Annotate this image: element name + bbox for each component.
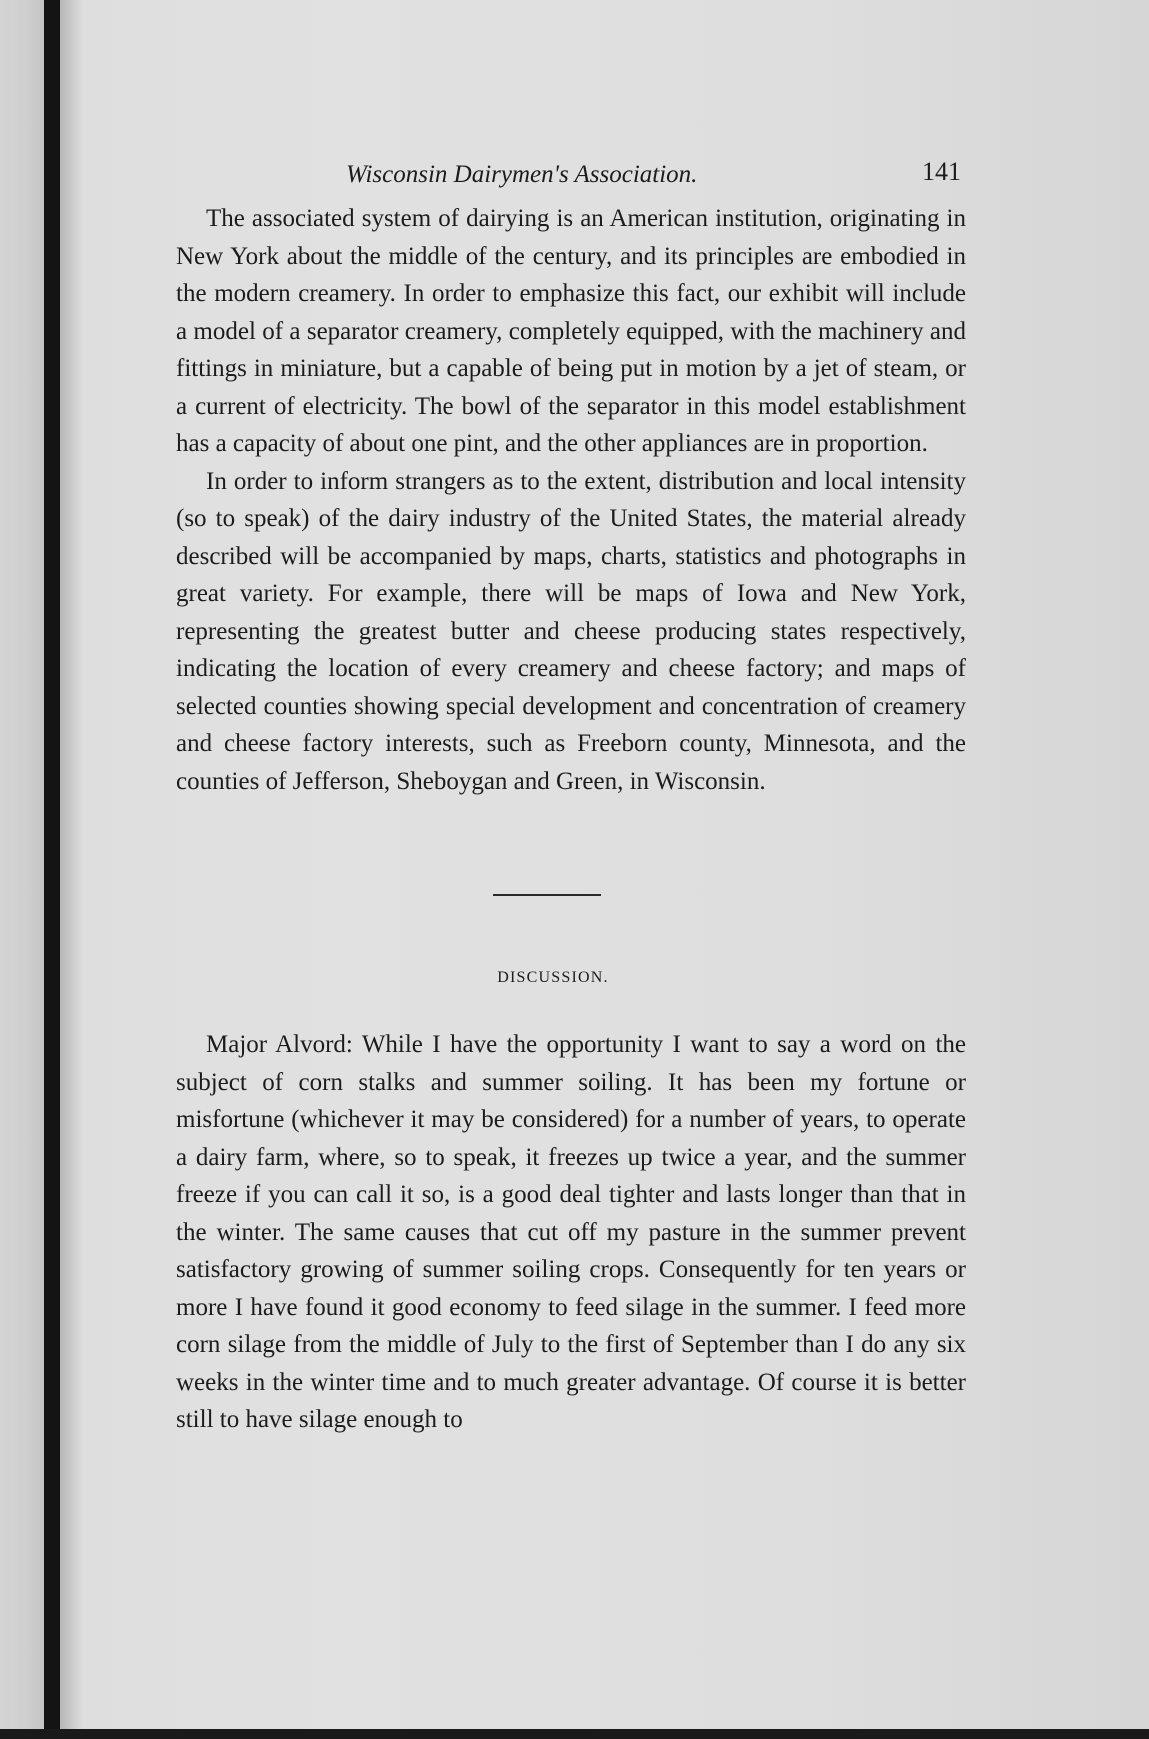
facing-page-edge bbox=[0, 0, 44, 1739]
book-gutter bbox=[44, 0, 60, 1739]
page-number: 141 bbox=[922, 157, 961, 186]
bottom-scan-edge bbox=[0, 1729, 1149, 1739]
discussion-heading: DISCUSSION. bbox=[497, 969, 609, 986]
running-title: Wisconsin Dairymen's Association. bbox=[346, 161, 698, 188]
gutter-shadow bbox=[60, 0, 84, 1739]
body-text bbox=[176, 200, 966, 800]
paragraph-maps-charts: In order to inform strangers as to the extent, distribution and local intensity (so to speak) of the dairy industry of the United States, the material already described will be accompanied by maps, charts, statistics and photographs in great variety. For example, there will be maps of Iowa and New York, representing the greatest butter and cheese producing states respectively, indicating the location of every creamery and cheese factory; and maps of selected counties showing special development and concentration of creamery and cheese factory interests, such as Freeborn county, Minnesota, and the counties of Jefferson, Sheboygan and Green, in Wisconsin. bbox=[176, 467, 966, 795]
paragraph-major-alvord: Major Alvord: While I have the opportunity I want to say a word on the subject of corn stalks and summer soiling. It has been my fortune or misfortune (whichever it may be considered) for a number of years, to operate a dairy farm, where, so to speak, it freezes up twice a year, and the summer freeze if you can call it so, is a good deal tighter and lasts longer than that in the winter. The same causes that cut off my pasture in the summer prevent satisfactory growing of summer soiling crops. Consequently for ten years or more I have found it good economy to feed silage in the summer. I feed more corn silage from the middle of July to the first of September than I do any six weeks in the winter time and to much greater advantage. Of course it is better still to have silage enough to bbox=[176, 1031, 966, 1433]
running-head bbox=[176, 150, 966, 200]
section-divider bbox=[493, 894, 601, 896]
paragraph-exhibit-model: The associated system of dairying is an American institution, originating in New York about the middle of the century, and its principles are embodied in the modern creamery. In order to emphasize this fact, our exhibit will include a model of a separator creamery, completely equipped, with the machinery and fittings in miniature, but a capable of being put in motion by a jet of steam, or a current of electricity. The bowl of the separator in this model establishment has a capacity of about one pint, and the other appliances are in proportion. bbox=[176, 205, 966, 457]
page-content bbox=[176, 150, 966, 1439]
